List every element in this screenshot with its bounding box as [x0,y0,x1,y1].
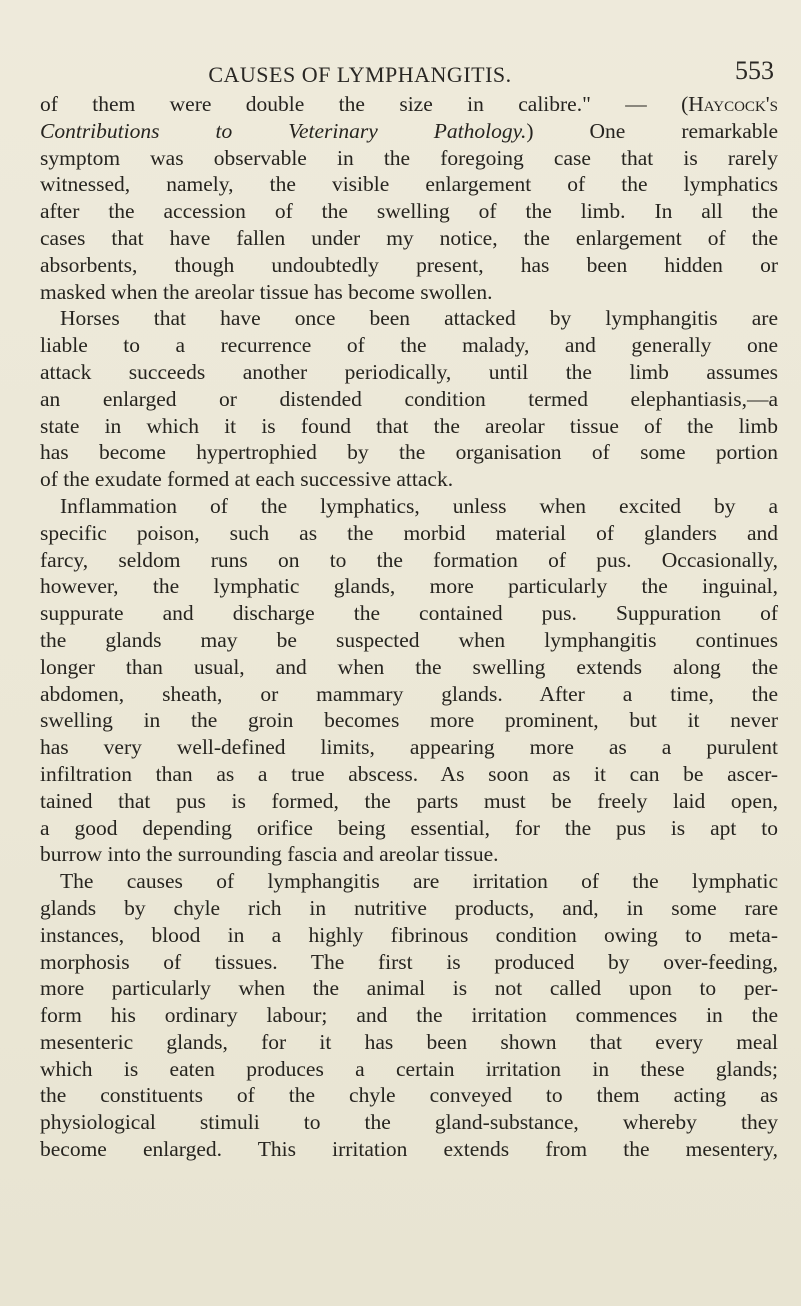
text-line [40,171,778,198]
text-segment: more particularly when the animal is not called upon to per- [40,976,778,1001]
text-line [40,868,778,895]
text-line [40,1056,778,1083]
text-line [40,707,778,734]
text-segment: the glands may be suspected when lymphangitis continues [40,627,778,652]
text-segment: farcy, seldom runs on to the formation of pus. Occasionally, [40,547,778,572]
text-segment: absorbents, though undoubtedly present, has been hidden or [40,252,778,277]
text-line [40,841,778,868]
text-line [40,439,778,466]
text-segment: after the accession of the swelling of the limb. In all the [40,199,778,224]
text-segment: has very well-defined limits, appearing more as a purulent [40,735,778,760]
running-title: CAUSES OF LYMPHANGITIS. [208,62,512,87]
text-line [40,386,778,413]
text-line [40,279,778,306]
text-line [40,949,778,976]
text-line [40,975,778,1002]
text-segment: form his ordinary labour; and the irritation commences in the [40,1003,778,1028]
text-line [40,520,778,547]
text-segment: instances, blood in a highly fibrinous condition owing to meta- [40,922,778,947]
text-line [40,1109,778,1136]
text-line [40,466,778,493]
text-segment: specific poison, such as the morbid material of glanders and [40,520,778,545]
text-line [40,493,778,520]
text-segment: the constituents of the chyle conveyed to them acting as [40,1083,778,1108]
text-segment: liable to a recurrence of the malady, and generally one [40,333,778,358]
small-caps-text: Haycock's [688,92,778,116]
text-segment: abdomen, sheath, or mammary glands. After a time, the [40,681,778,706]
italic-text: Contributions to Veterinary Pathology. [40,118,527,143]
text-line [40,1029,778,1056]
text-segment: infiltration than as a true abscess. As soon as it can be ascer- [40,761,778,786]
running-head [40,56,780,92]
text-line [40,654,778,681]
text-segment: physiological stimuli to the gland-substance, whereby they [40,1110,778,1135]
text-segment: masked when the areolar tissue has become swollen. [40,279,493,304]
text-segment: swelling in the groin becomes more prominent, but it never [40,708,778,733]
text-segment: suppurate and discharge the contained pus. Suppuration of [40,601,778,626]
text-segment: however, the lymphatic glands, more particularly the inguinal, [40,574,778,599]
text-segment: become enlarged. This irritation extends from the mesentery, [40,1137,778,1162]
text-segment: morphosis of tissues. The first is produced by over-feeding, [40,949,778,974]
text-segment: a good depending orifice being essential, for the pus is apt to [40,815,778,840]
text-line [40,359,778,386]
text-segment: burrow into the surrounding fascia and areolar tissue. [40,842,499,867]
text-line [40,145,778,172]
text-segment: witnessed, namely, the visible enlargement of the lymphatics [40,172,778,197]
text-segment: longer than usual, and when the swelling extends along the [40,654,778,679]
text-line [40,788,778,815]
text-segment: which is eaten produces a certain irritation in these glands; [40,1056,778,1081]
text-segment: Horses that have once been attacked by lymphangitis are [60,306,778,331]
text-segment: ) One remarkable [526,118,779,143]
text-segment: The causes of lymphangitis are irritation of the lymphatic [60,869,778,894]
text-line [40,1082,778,1109]
text-line [40,91,778,118]
body-text [40,91,778,1163]
text-line [40,413,778,440]
text-line [40,1002,778,1029]
text-line [40,600,778,627]
text-line [40,573,778,600]
text-line [40,761,778,788]
text-line [40,815,778,842]
text-segment: state in which it is found that the areolar tissue of the limb [40,413,778,438]
text-segment: tained that pus is formed, the parts must be freely laid open, [40,788,778,813]
text-segment: glands by chyle rich in nutritive products, and, in some rare [40,895,778,920]
text-line [40,681,778,708]
text-segment: cases that have fallen under my notice, the enlargement of the [40,225,778,250]
text-segment: attack succeeds another periodically, until the limb assumes [40,359,778,384]
text-line [40,1136,778,1163]
text-line [40,627,778,654]
text-segment: mesenteric glands, for it has been shown that every meal [40,1029,778,1054]
text-segment: has become hypertrophied by the organisation of some portion [40,440,778,465]
text-line [40,305,778,332]
text-segment: Inflammation of the lymphatics, unless when excited by a [60,493,778,518]
text-line [40,895,778,922]
text-line [40,118,778,145]
text-line [40,922,778,949]
text-segment: an enlarged or distended condition termed elephantiasis,—a [40,386,778,411]
text-line [40,547,778,574]
text-segment: symptom was observable in the foregoing case that is rarely [40,145,778,170]
text-line [40,734,778,761]
text-segment: of them were double the size in calibre." — ( [40,92,689,116]
text-line [40,332,778,359]
page-number: 553 [735,56,774,85]
text-line [40,252,778,279]
text-line [40,225,778,252]
text-line [40,198,778,225]
text-segment: of the exudate formed at each successive attack. [40,467,454,492]
